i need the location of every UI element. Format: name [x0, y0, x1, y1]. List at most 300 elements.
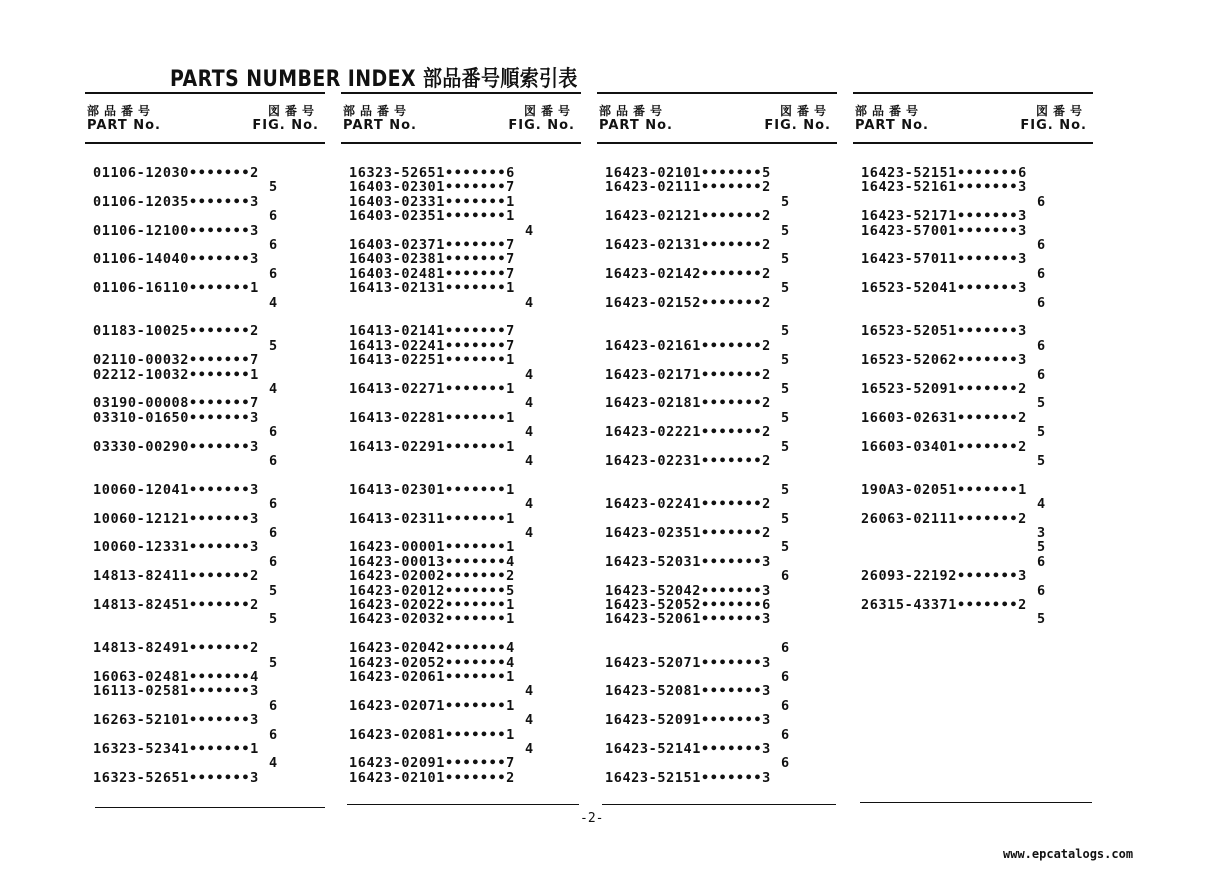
- index-entry: [605, 454, 771, 468]
- part-number: 16423-02052: [349, 654, 446, 671]
- part-number: 16423-02241: [605, 496, 702, 513]
- fig-number: 7: [506, 237, 515, 253]
- index-entry: [861, 598, 1027, 612]
- column-footer-rule: [860, 802, 1092, 803]
- part-number: 16423-02231: [605, 453, 702, 469]
- index-entry: [349, 584, 515, 598]
- fig-number-continued: 5: [781, 193, 790, 210]
- leader-dots: •••••••: [701, 366, 763, 383]
- fig-number-continued: 6: [269, 726, 278, 743]
- part-number: 16423-02152: [605, 294, 702, 311]
- index-entry: [605, 166, 771, 180]
- fig-number-continued: 4: [525, 741, 534, 757]
- fig-number: 1: [250, 741, 259, 757]
- part-number: 26315-43371: [861, 597, 958, 613]
- fig-number: 1: [506, 611, 515, 628]
- index-entry: [605, 713, 771, 727]
- leader-dots: •••••••: [957, 280, 1019, 297]
- part-number: 16423-02002: [349, 568, 446, 585]
- leader-dots: •••••••: [189, 669, 251, 685]
- leader-dots: •••••••: [957, 438, 1019, 455]
- part-number: 16403-02351: [349, 208, 446, 225]
- fig-number: 4: [506, 640, 515, 657]
- index-entry: [349, 267, 515, 281]
- part-number: 16423-52151: [605, 769, 702, 786]
- index-entry: [349, 598, 515, 612]
- fig-number: 3: [250, 193, 259, 210]
- fig-number: 4: [506, 654, 515, 671]
- fig-number: 2: [250, 323, 259, 340]
- index-entry: [93, 598, 259, 612]
- part-number-jp-label: 部品番号: [599, 104, 668, 118]
- fig-number: 3: [1018, 280, 1027, 297]
- part-number: 16263-52101: [93, 712, 190, 729]
- index-entry: [93, 440, 259, 454]
- fig-number-continued: 5: [1037, 611, 1046, 628]
- part-number: 16413-02291: [349, 438, 446, 455]
- leader-dots: •••••••: [189, 539, 251, 556]
- part-number-label: PART No.: [599, 118, 673, 133]
- part-number: 16423-00001: [349, 539, 446, 556]
- fig-number: 3: [1018, 208, 1027, 225]
- part-number-jp-label: 部品番号: [87, 104, 156, 118]
- leader-dots: •••••••: [189, 640, 251, 657]
- fig-number: 1: [506, 193, 515, 210]
- part-number: 16423-02101: [605, 165, 702, 181]
- part-number: 16423-02111: [605, 179, 702, 196]
- leader-dots: •••••••: [189, 597, 251, 613]
- fig-number: 3: [1018, 352, 1027, 369]
- index-entry: [93, 281, 259, 295]
- leader-dots: •••••••: [957, 352, 1019, 369]
- fig-number: 6: [506, 165, 515, 181]
- leader-dots: •••••••: [701, 769, 763, 786]
- part-number: 16423-02142: [605, 265, 702, 282]
- leader-dots: •••••••: [957, 597, 1019, 613]
- fig-number: 3: [250, 683, 259, 700]
- leader-dots: •••••••: [701, 654, 763, 671]
- fig-number-continued: 6: [781, 640, 790, 657]
- part-number-jp-label: 部品番号: [343, 104, 412, 118]
- leader-dots: •••••••: [701, 741, 763, 757]
- index-entry: [861, 324, 1027, 338]
- leader-dots: •••••••: [445, 597, 507, 613]
- fig-number: 6: [1018, 165, 1027, 181]
- part-number: 16423-02071: [349, 697, 446, 714]
- fig-number: 4: [250, 669, 259, 685]
- fig-number-continued: 6: [1037, 193, 1046, 210]
- part-number: 16413-02241: [349, 337, 446, 354]
- part-number: 01106-12035: [93, 193, 190, 210]
- fig-number-continued: 6: [1037, 366, 1046, 383]
- fig-number: 1: [506, 208, 515, 225]
- index-entry: [349, 166, 515, 180]
- leader-dots: •••••••: [445, 193, 507, 210]
- leader-dots: •••••••: [445, 280, 507, 297]
- fig-number-jp-label: 図番号: [1035, 104, 1087, 118]
- fig-number-continued: 6: [1037, 582, 1046, 599]
- fig-number-continued: 6: [269, 265, 278, 282]
- part-number: 16423-52081: [605, 683, 702, 700]
- index-entry: [93, 569, 259, 583]
- part-number: 16603-03401: [861, 438, 958, 455]
- fig-number: 7: [506, 179, 515, 196]
- part-number: 16413-02271: [349, 381, 446, 397]
- part-number: 16423-52061: [605, 611, 702, 628]
- index-entry: [861, 411, 1027, 425]
- part-number: 01106-14040: [93, 251, 190, 268]
- fig-number: 2: [1018, 409, 1027, 426]
- index-entry: [605, 425, 771, 439]
- fig-number-continued: 4: [525, 525, 534, 541]
- fig-number-label: FIG. No.: [252, 118, 319, 133]
- part-number: 16423-57001: [861, 222, 958, 239]
- fig-number: 3: [1018, 179, 1027, 196]
- part-number: 16423-00013: [349, 553, 446, 570]
- fig-number-continued: 5: [781, 409, 790, 426]
- part-number: 14813-82491: [93, 640, 190, 657]
- index-entry: [605, 526, 771, 540]
- fig-number-continued: 6: [781, 669, 790, 685]
- part-number: 16523-52091: [861, 381, 958, 397]
- fig-number-continued: 4: [269, 755, 278, 772]
- fig-number: 3: [250, 222, 259, 239]
- website-watermark: www.epcatalogs.com: [1003, 847, 1134, 861]
- index-entry: [861, 512, 1027, 526]
- index-entry: [349, 771, 515, 785]
- fig-number: 1: [506, 510, 515, 527]
- leader-dots: •••••••: [957, 481, 1019, 498]
- index-entry: [93, 224, 259, 238]
- index-column-4: [853, 92, 1093, 628]
- index-entry: [93, 512, 259, 526]
- fig-number-continued: 5: [269, 611, 278, 628]
- index-entry: [93, 368, 259, 382]
- index-entry: [349, 483, 515, 497]
- part-number: 02110-00032: [93, 352, 190, 369]
- leader-dots: •••••••: [445, 179, 507, 196]
- index-entry: [349, 382, 515, 396]
- fig-number: 1: [250, 366, 259, 383]
- part-number: 16413-02141: [349, 323, 446, 340]
- leader-dots: •••••••: [445, 510, 507, 527]
- leader-dots: •••••••: [701, 553, 763, 570]
- part-number: 01106-16110: [93, 280, 190, 297]
- part-number: 16423-02171: [605, 366, 702, 383]
- leader-dots: •••••••: [701, 208, 763, 225]
- leader-dots: •••••••: [957, 165, 1019, 181]
- part-number: 01106-12100: [93, 222, 190, 239]
- fig-number-continued: 6: [269, 453, 278, 469]
- leader-dots: •••••••: [957, 251, 1019, 268]
- leader-dots: •••••••: [701, 337, 763, 354]
- fig-number: 2: [250, 597, 259, 613]
- index-column-2: [341, 92, 581, 786]
- fig-number-label: FIG. No.: [508, 118, 575, 133]
- part-number: 10060-12121: [93, 510, 190, 527]
- fig-number: 1: [506, 481, 515, 498]
- index-entry: [349, 324, 515, 338]
- part-number: 16403-02371: [349, 237, 446, 253]
- fig-number: 3: [250, 481, 259, 498]
- fig-number-continued: 4: [525, 453, 534, 469]
- index-entry: [605, 368, 771, 382]
- fig-number-continued: 6: [1037, 337, 1046, 354]
- fig-number: 7: [506, 265, 515, 282]
- leader-dots: •••••••: [701, 237, 763, 253]
- fig-number: 2: [762, 525, 771, 541]
- part-number: 10060-12041: [93, 481, 190, 498]
- part-number: 14813-82411: [93, 568, 190, 585]
- index-entry: [349, 512, 515, 526]
- fig-number: 3: [250, 510, 259, 527]
- part-number: 03310-01650: [93, 409, 190, 426]
- fig-number-continued: 6: [269, 237, 278, 253]
- column-header: [597, 92, 837, 144]
- fig-number-continued: 5: [781, 539, 790, 556]
- index-entry: [605, 497, 771, 511]
- index-entry: [93, 713, 259, 727]
- fig-number: 3: [250, 712, 259, 729]
- leader-dots: •••••••: [701, 582, 763, 599]
- index-column-1: [85, 92, 325, 786]
- part-number: 16523-52062: [861, 352, 958, 369]
- leader-dots: •••••••: [445, 640, 507, 657]
- index-entry: [93, 742, 259, 756]
- leader-dots: •••••••: [445, 438, 507, 455]
- index-entry: [861, 569, 1027, 583]
- index-entry: [349, 281, 515, 295]
- fig-number: 3: [1018, 323, 1027, 340]
- fig-number-continued: 6: [269, 697, 278, 714]
- fig-number: 7: [250, 395, 259, 412]
- leader-dots: •••••••: [189, 510, 251, 527]
- index-entry: [349, 238, 515, 252]
- leader-dots: •••••••: [189, 251, 251, 268]
- index-entry: [861, 483, 1027, 497]
- fig-number: 2: [1018, 381, 1027, 397]
- part-number: 16423-52091: [605, 712, 702, 729]
- leader-dots: •••••••: [189, 280, 251, 297]
- leader-dots: •••••••: [701, 496, 763, 513]
- part-number: 16413-02301: [349, 481, 446, 498]
- leader-dots: •••••••: [701, 424, 763, 441]
- part-number: 16423-02351: [605, 525, 702, 541]
- index-entry: [349, 252, 515, 266]
- part-number: 16423-02061: [349, 669, 446, 685]
- leader-dots: •••••••: [445, 582, 507, 599]
- fig-number-continued: 6: [1037, 553, 1046, 570]
- leader-dots: •••••••: [701, 179, 763, 196]
- index-entry: [349, 195, 515, 209]
- leader-dots: •••••••: [445, 611, 507, 628]
- fig-number: 1: [506, 539, 515, 556]
- part-number: 16413-02281: [349, 409, 446, 426]
- index-entry: [349, 728, 515, 742]
- fig-number-continued: 5: [269, 337, 278, 354]
- fig-number: 1: [1018, 481, 1027, 498]
- leader-dots: •••••••: [701, 265, 763, 282]
- part-number: 26093-22192: [861, 568, 958, 585]
- leader-dots: •••••••: [189, 366, 251, 383]
- index-entry: [349, 756, 515, 770]
- leader-dots: •••••••: [957, 323, 1019, 340]
- index-entry: [93, 641, 259, 655]
- leader-dots: •••••••: [189, 409, 251, 426]
- part-number: 16403-02331: [349, 193, 446, 210]
- column-footer-rule: [347, 804, 579, 805]
- fig-number-continued: 6: [781, 755, 790, 772]
- fig-number: 2: [762, 237, 771, 253]
- fig-number: 2: [506, 769, 515, 786]
- leader-dots: •••••••: [701, 611, 763, 628]
- leader-dots: •••••••: [701, 165, 763, 181]
- fig-number: 2: [762, 453, 771, 469]
- part-number: 16423-52171: [861, 208, 958, 225]
- page-title: PARTS NUMBER INDEX 部品番号順索引表: [170, 67, 578, 92]
- fig-number: 2: [1018, 510, 1027, 527]
- leader-dots: •••••••: [957, 381, 1019, 397]
- index-entry: [93, 324, 259, 338]
- leader-dots: •••••••: [189, 568, 251, 585]
- index-entry: [349, 440, 515, 454]
- leader-dots: •••••••: [445, 654, 507, 671]
- leader-dots: •••••••: [701, 453, 763, 469]
- part-number: 190A3-02051: [861, 481, 958, 498]
- leader-dots: •••••••: [189, 165, 251, 181]
- leader-dots: •••••••: [445, 352, 507, 369]
- part-number: 16413-02131: [349, 280, 446, 297]
- fig-number: 5: [762, 165, 771, 181]
- fig-number-continued: 5: [1037, 453, 1046, 469]
- fig-number-continued: 5: [1037, 539, 1046, 556]
- fig-number: 1: [506, 381, 515, 397]
- fig-number-continued: 4: [525, 683, 534, 700]
- part-number: 16403-02301: [349, 179, 446, 196]
- fig-number-continued: 5: [269, 654, 278, 671]
- part-number: 16423-52031: [605, 553, 702, 570]
- part-number: 16423-02121: [605, 208, 702, 225]
- fig-number: 4: [506, 553, 515, 570]
- index-entry: [349, 339, 515, 353]
- fig-number: 3: [762, 654, 771, 671]
- part-number: 16423-02081: [349, 726, 446, 743]
- index-entry: [349, 180, 515, 194]
- index-entry: [605, 612, 771, 626]
- fig-number-continued: 6: [269, 496, 278, 513]
- leader-dots: •••••••: [189, 712, 251, 729]
- part-number: 16403-02481: [349, 265, 446, 282]
- fig-number: 2: [762, 395, 771, 412]
- leader-dots: •••••••: [957, 568, 1019, 585]
- index-entry: [605, 180, 771, 194]
- part-number: 16423-52161: [861, 179, 958, 196]
- fig-number: 2: [762, 294, 771, 311]
- index-entry: [605, 209, 771, 223]
- leader-dots: •••••••: [445, 323, 507, 340]
- leader-dots: •••••••: [445, 755, 507, 772]
- fig-number: 3: [1018, 251, 1027, 268]
- leader-dots: •••••••: [445, 237, 507, 253]
- part-number: 01106-12030: [93, 165, 190, 181]
- index-entry: [861, 180, 1027, 194]
- leader-dots: •••••••: [189, 323, 251, 340]
- fig-number-continued: 5: [781, 438, 790, 455]
- index-entry: [605, 339, 771, 353]
- part-number: 16423-02221: [605, 424, 702, 441]
- leader-dots: •••••••: [445, 337, 507, 354]
- fig-number: 5: [506, 582, 515, 599]
- part-number: 16423-02161: [605, 337, 702, 354]
- leader-dots: •••••••: [189, 769, 251, 786]
- fig-number-continued: 4: [525, 395, 534, 412]
- leader-dots: •••••••: [445, 568, 507, 585]
- fig-number: 3: [250, 769, 259, 786]
- fig-number: 2: [762, 366, 771, 383]
- fig-number-continued: 6: [781, 697, 790, 714]
- index-entry: [605, 296, 771, 310]
- index-entry: [93, 252, 259, 266]
- part-number: 16423-02091: [349, 755, 446, 772]
- fig-number-jp-label: 図番号: [267, 104, 319, 118]
- fig-number: 3: [1018, 222, 1027, 239]
- part-number-label: PART No.: [87, 118, 161, 133]
- column-header: [341, 92, 581, 144]
- fig-number: 7: [250, 352, 259, 369]
- fig-number-continued: 6: [269, 525, 278, 541]
- fig-number-continued: 4: [525, 294, 534, 311]
- fig-number-continued: 6: [1037, 294, 1046, 311]
- leader-dots: •••••••: [701, 525, 763, 541]
- fig-number-continued: 5: [269, 582, 278, 599]
- part-number: 16423-02032: [349, 611, 446, 628]
- part-number: 16423-02022: [349, 597, 446, 613]
- column-header: [853, 92, 1093, 144]
- part-number: 16423-52141: [605, 741, 702, 757]
- fig-number: 2: [250, 640, 259, 657]
- column-header: [85, 92, 325, 144]
- part-number: 10060-12331: [93, 539, 190, 556]
- fig-number-label: FIG. No.: [1020, 118, 1087, 133]
- leader-dots: •••••••: [701, 395, 763, 412]
- index-entry: [93, 771, 259, 785]
- index-entry: [93, 684, 259, 698]
- index-entry: [93, 195, 259, 209]
- part-number: 03190-00008: [93, 395, 190, 412]
- index-entry: [93, 396, 259, 410]
- part-number: 16413-02311: [349, 510, 446, 527]
- index-entry: [349, 641, 515, 655]
- leader-dots: •••••••: [445, 697, 507, 714]
- fig-number: 1: [250, 280, 259, 297]
- index-entry: [605, 656, 771, 670]
- column-footer-rule: [95, 807, 325, 808]
- part-number: 16423-02181: [605, 395, 702, 412]
- part-number: 16323-52651: [349, 165, 446, 181]
- leader-dots: •••••••: [445, 165, 507, 181]
- fig-number-continued: 4: [525, 712, 534, 729]
- part-number-label: PART No.: [855, 118, 929, 133]
- leader-dots: •••••••: [957, 179, 1019, 196]
- leader-dots: •••••••: [701, 683, 763, 700]
- fig-number: 1: [506, 697, 515, 714]
- fig-number-continued: 5: [781, 381, 790, 397]
- index-entry: [349, 353, 515, 367]
- fig-number: 2: [1018, 597, 1027, 613]
- index-entry: [93, 670, 259, 684]
- part-number: 16403-02381: [349, 251, 446, 268]
- leader-dots: •••••••: [445, 769, 507, 786]
